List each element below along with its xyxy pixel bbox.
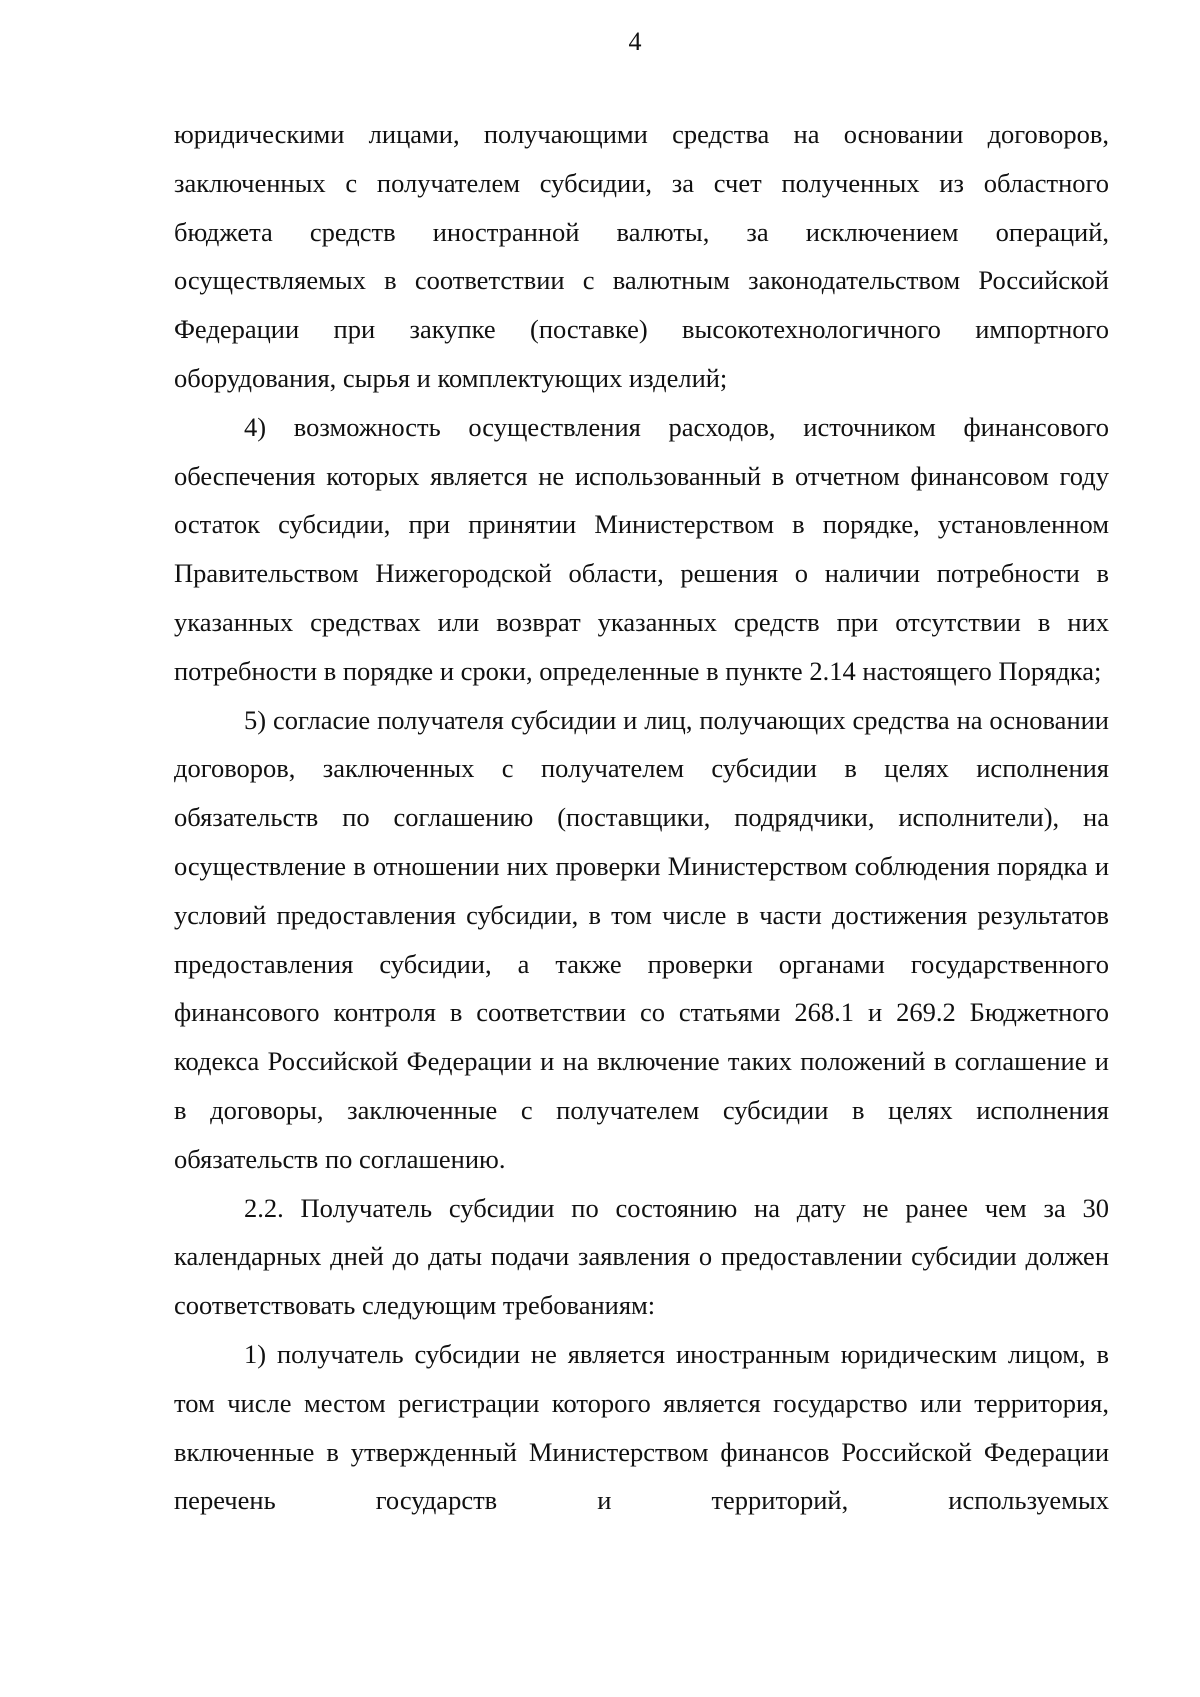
paragraph-section-2-2: 2.2. Получатель субсидии по состоянию на дату не ранее чем за 30 календарных дней до даты подачи заявления о предоставлении субсидии должен соответствовать следующим требованиям:: [174, 1192, 1109, 1321]
paragraph-requirement-1: 1) получатель субсидии не является иностранным юридическим лицом, в том числе местом регистрации которого является государство или территория, включенные в утвержденный Министерством финансов Российской Федерации перечень государств и территорий, используемых: [174, 1338, 1109, 1516]
paragraph-item-4: 4) возможность осуществления расходов, источником финансового обеспечения которых является не использованный в отчетном финансовом году остаток субсидии, при принятии Министерством в порядке, установленном Правительством Нижегородской области, решения о наличии потребности в указанных средствах или возврат указанных средств при отсутствии в них потребности в порядке и сроки, определенные в пункте 2.14 настоящего Порядка;: [174, 411, 1109, 686]
document-body: [174, 110, 1109, 1525]
paragraph-continuation: юридическими лицами, получающими средства на основании договоров, заключенных с получателем субсидии, за счет полученных из областного бюджета средств иностранной валюты, за исключением операций, осуществляемых в соответствии с валютным законодательством Российской Федерации при закупке (поставке) высокотехнологичного импортного оборудования, сырья и комплектующих изделий;: [174, 119, 1109, 393]
page-number: 4: [628, 27, 642, 56]
paragraph-item-5: 5) согласие получателя субсидии и лиц, получающих средства на основании договоров, заключенных с получателем субсидии в целях исполнения обязательств по соглашению (поставщики, подрядчики, исполнители), на осуществление в отношении них проверки Министерством соблюдения порядка и условий предоставления субсидии, в том числе в части достижения результатов предоставления субсидии, а также проверки органами государственного финансового контроля в соответствии со статьями 268.1 и 269.2 Бюджетного кодекса Российской Федерации и на включение таких положений в соглашение и в договоры, заключенные с получателем субсидии в целях исполнения обязательств по соглашению.: [174, 704, 1109, 1174]
